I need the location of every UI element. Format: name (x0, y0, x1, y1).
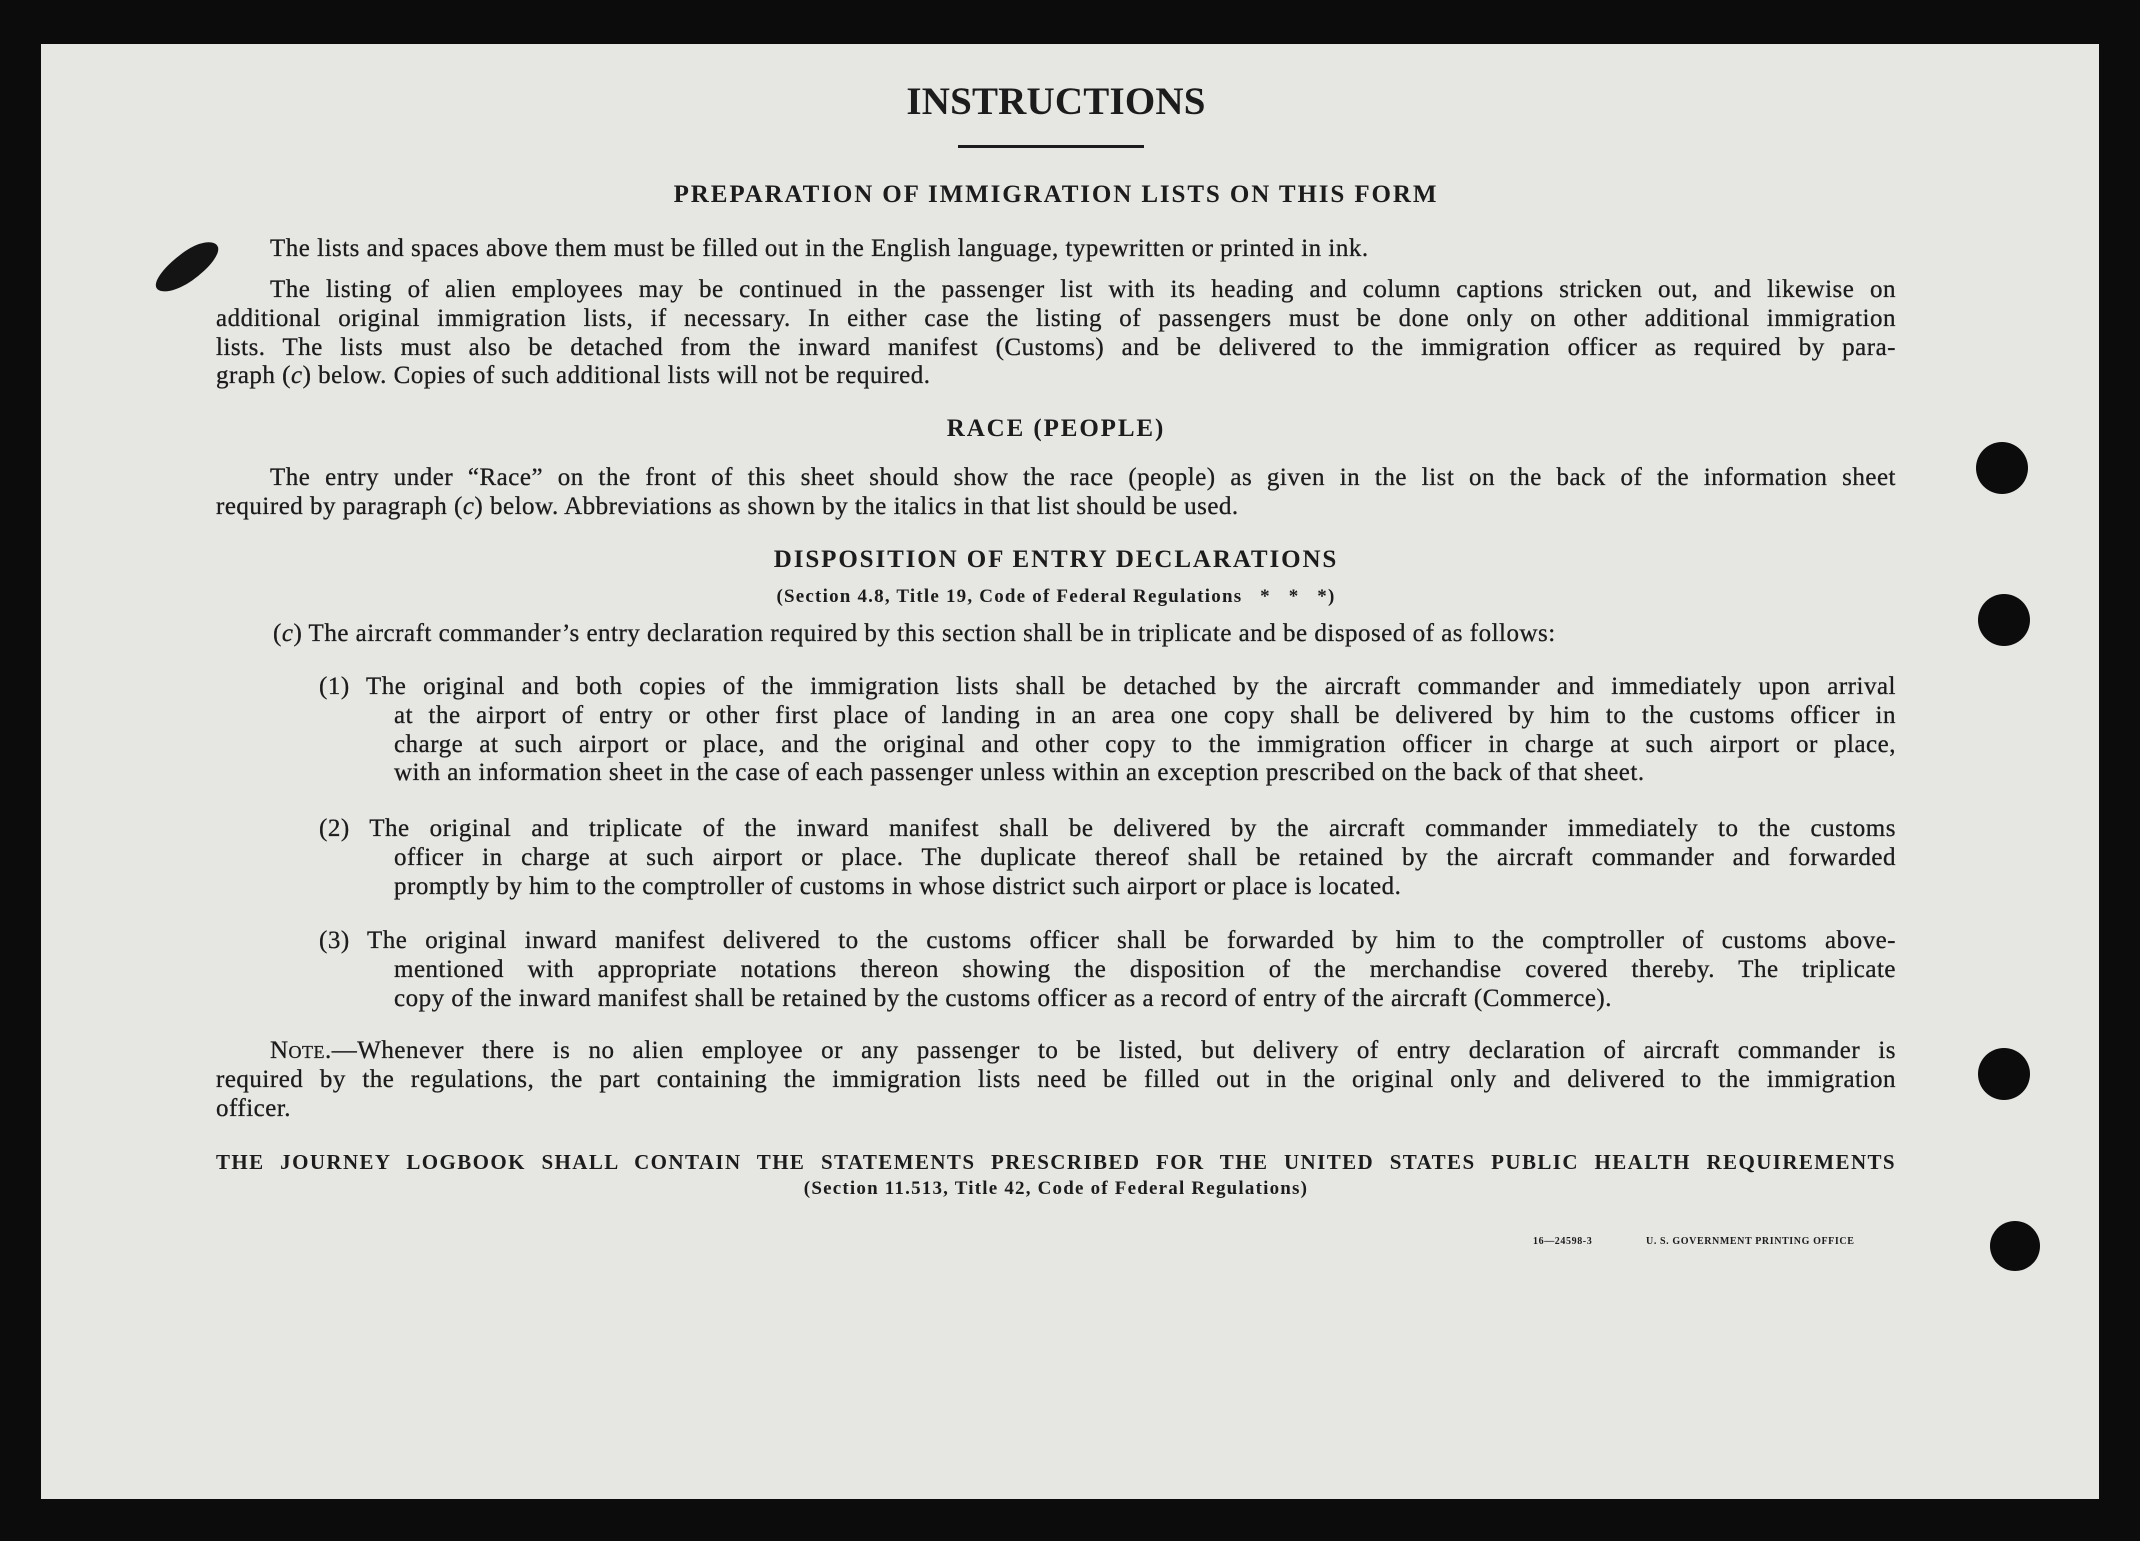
paragraph-line: additional original immigration lists, if necessary. In either case the listing of passengers must be done only on other additional immigration (216, 304, 1896, 332)
document-page (41, 44, 2099, 1499)
item-line (319, 927, 1896, 956)
title-underline (958, 145, 1144, 148)
text-segment: ( (273, 620, 282, 647)
paragraph-line: The listing of alien employees may be continued in the passenger list with its heading and column captions stricken out, and likewise on (270, 276, 1896, 303)
item-line: promptly by him to the comptroller of customs in whose district such airport or place is located. (394, 872, 1402, 900)
paragraph-line: required by the regulations, the part containing the immigration lists need be filled out in the original only and delivered to the immigration (216, 1065, 1896, 1093)
item-line: charge at such airport or place, and the original and other copy to the immigration officer in charge at such airport or place, (394, 730, 1896, 758)
text-segment: required by paragraph ( (216, 492, 463, 520)
printer-imprint: U. S. GOVERNMENT PRINTING OFFICE (1646, 1236, 1855, 1247)
item-number: (1) (319, 673, 350, 700)
item-text: The original and both copies of the immigration lists shall be detached by the aircraft commander and immediately upon arrival (365, 673, 1896, 700)
punch-hole (1978, 594, 2030, 646)
ink-smudge (149, 234, 226, 299)
item-line: mentioned with appropriate notations thereon showing the disposition of the merchandise covered thereby. The triplicate (394, 955, 1896, 983)
text-segment: ) below. Abbreviations as shown by the italics in that list should be used. (474, 492, 1239, 520)
heading-disposition: DISPOSITION OF ENTRY DECLARATIONS (773, 546, 1339, 573)
item-line: with an information sheet in the case of each passenger unless within an exception prescribed on the back of that sheet. (394, 759, 1645, 787)
citation-cfr-42: (Section 11.513, Title 42, Code of Federal Regulations) (803, 1178, 1309, 1199)
list-item-3 (319, 927, 1896, 1013)
text-segment: ) below. Copies of such additional lists will not be required. (302, 362, 931, 390)
item-line (319, 815, 1896, 844)
paragraph-line (273, 620, 1896, 649)
paragraph-line (216, 493, 1896, 522)
paragraph-line (216, 362, 1896, 391)
paragraph-line: officer. (216, 1094, 292, 1122)
text-segment: —Whenever there is no alien employee or any passenger to be listed, but delivery of entry declaration of aircraft commander is (331, 1037, 1896, 1064)
paragraph-note (216, 1037, 1896, 1123)
list-item-2 (319, 815, 1896, 901)
paragraph-line (216, 1037, 1896, 1066)
italic-segment: c (281, 620, 294, 647)
item-text: The original inward manifest delivered to the customs officer shall be forwarded by him to the comptroller of customs above- (367, 927, 1896, 954)
list-item-1 (319, 673, 1896, 788)
citation-cfr-19: (Section 4.8, Title 19, Code of Federal Regulations * * *) (776, 586, 1336, 607)
paragraph-preparation-2 (216, 276, 1896, 391)
item-number: (3) (319, 927, 350, 954)
item-text: The original and triplicate of the inward manifest shall be delivered by the aircraft commander immediately to the customs (369, 815, 1896, 842)
item-line (319, 673, 1896, 702)
punch-hole (1978, 1048, 2030, 1100)
paragraph-line: The lists and spaces above them must be filled out in the English language, typewritten or printed in ink. (270, 235, 1369, 262)
form-number: 16—24598-3 (1533, 1236, 1593, 1247)
text-segment: graph ( (216, 362, 291, 390)
italic-segment: c (462, 492, 475, 520)
item-line: at the airport of entry or other first place of landing in an area one copy shall be delivered by him to the customs officer in (394, 701, 1896, 729)
paragraph-preparation-1 (270, 235, 1896, 264)
punch-hole (1976, 442, 2028, 494)
item-line: copy of the inward manifest shall be retained by the customs officer as a record of entry of the aircraft (Commerce). (394, 984, 1612, 1012)
paragraph-race (216, 464, 1896, 522)
paragraph-line: lists. The lists must also be detached from the inward manifest (Customs) and be delivered to the immigration officer as required by para- (216, 333, 1896, 361)
heading-preparation: PREPARATION OF IMMIGRATION LISTS ON THIS FORM (673, 181, 1439, 208)
paragraph-line: The entry under “Race” on the front of this sheet should show the race (people) as given in the list on the back of the information sheet (270, 464, 1896, 491)
italic-segment: c (291, 362, 303, 390)
heading-race: RACE (PEOPLE) (946, 415, 1166, 442)
item-number: (2) (319, 815, 350, 842)
health-requirements-statement: THE JOURNEY LOGBOOK SHALL CONTAIN THE STATEMENTS PRESCRIBED FOR THE UNITED STATES PUBLIC HEALTH REQUIREMENTS (216, 1150, 1896, 1174)
note-label: Note. (270, 1037, 332, 1064)
text-segment: ) The aircraft commander’s entry declaration required by this section shall be in triplicate and be disposed of as follows: (293, 620, 1556, 647)
punch-hole (1990, 1221, 2040, 1271)
item-line: officer in charge at such airport or place. The duplicate thereof shall be retained by the aircraft commander and forwarded (394, 843, 1896, 871)
paragraph-disposition-intro (273, 620, 1896, 649)
page-title: INSTRUCTIONS (906, 80, 1206, 123)
